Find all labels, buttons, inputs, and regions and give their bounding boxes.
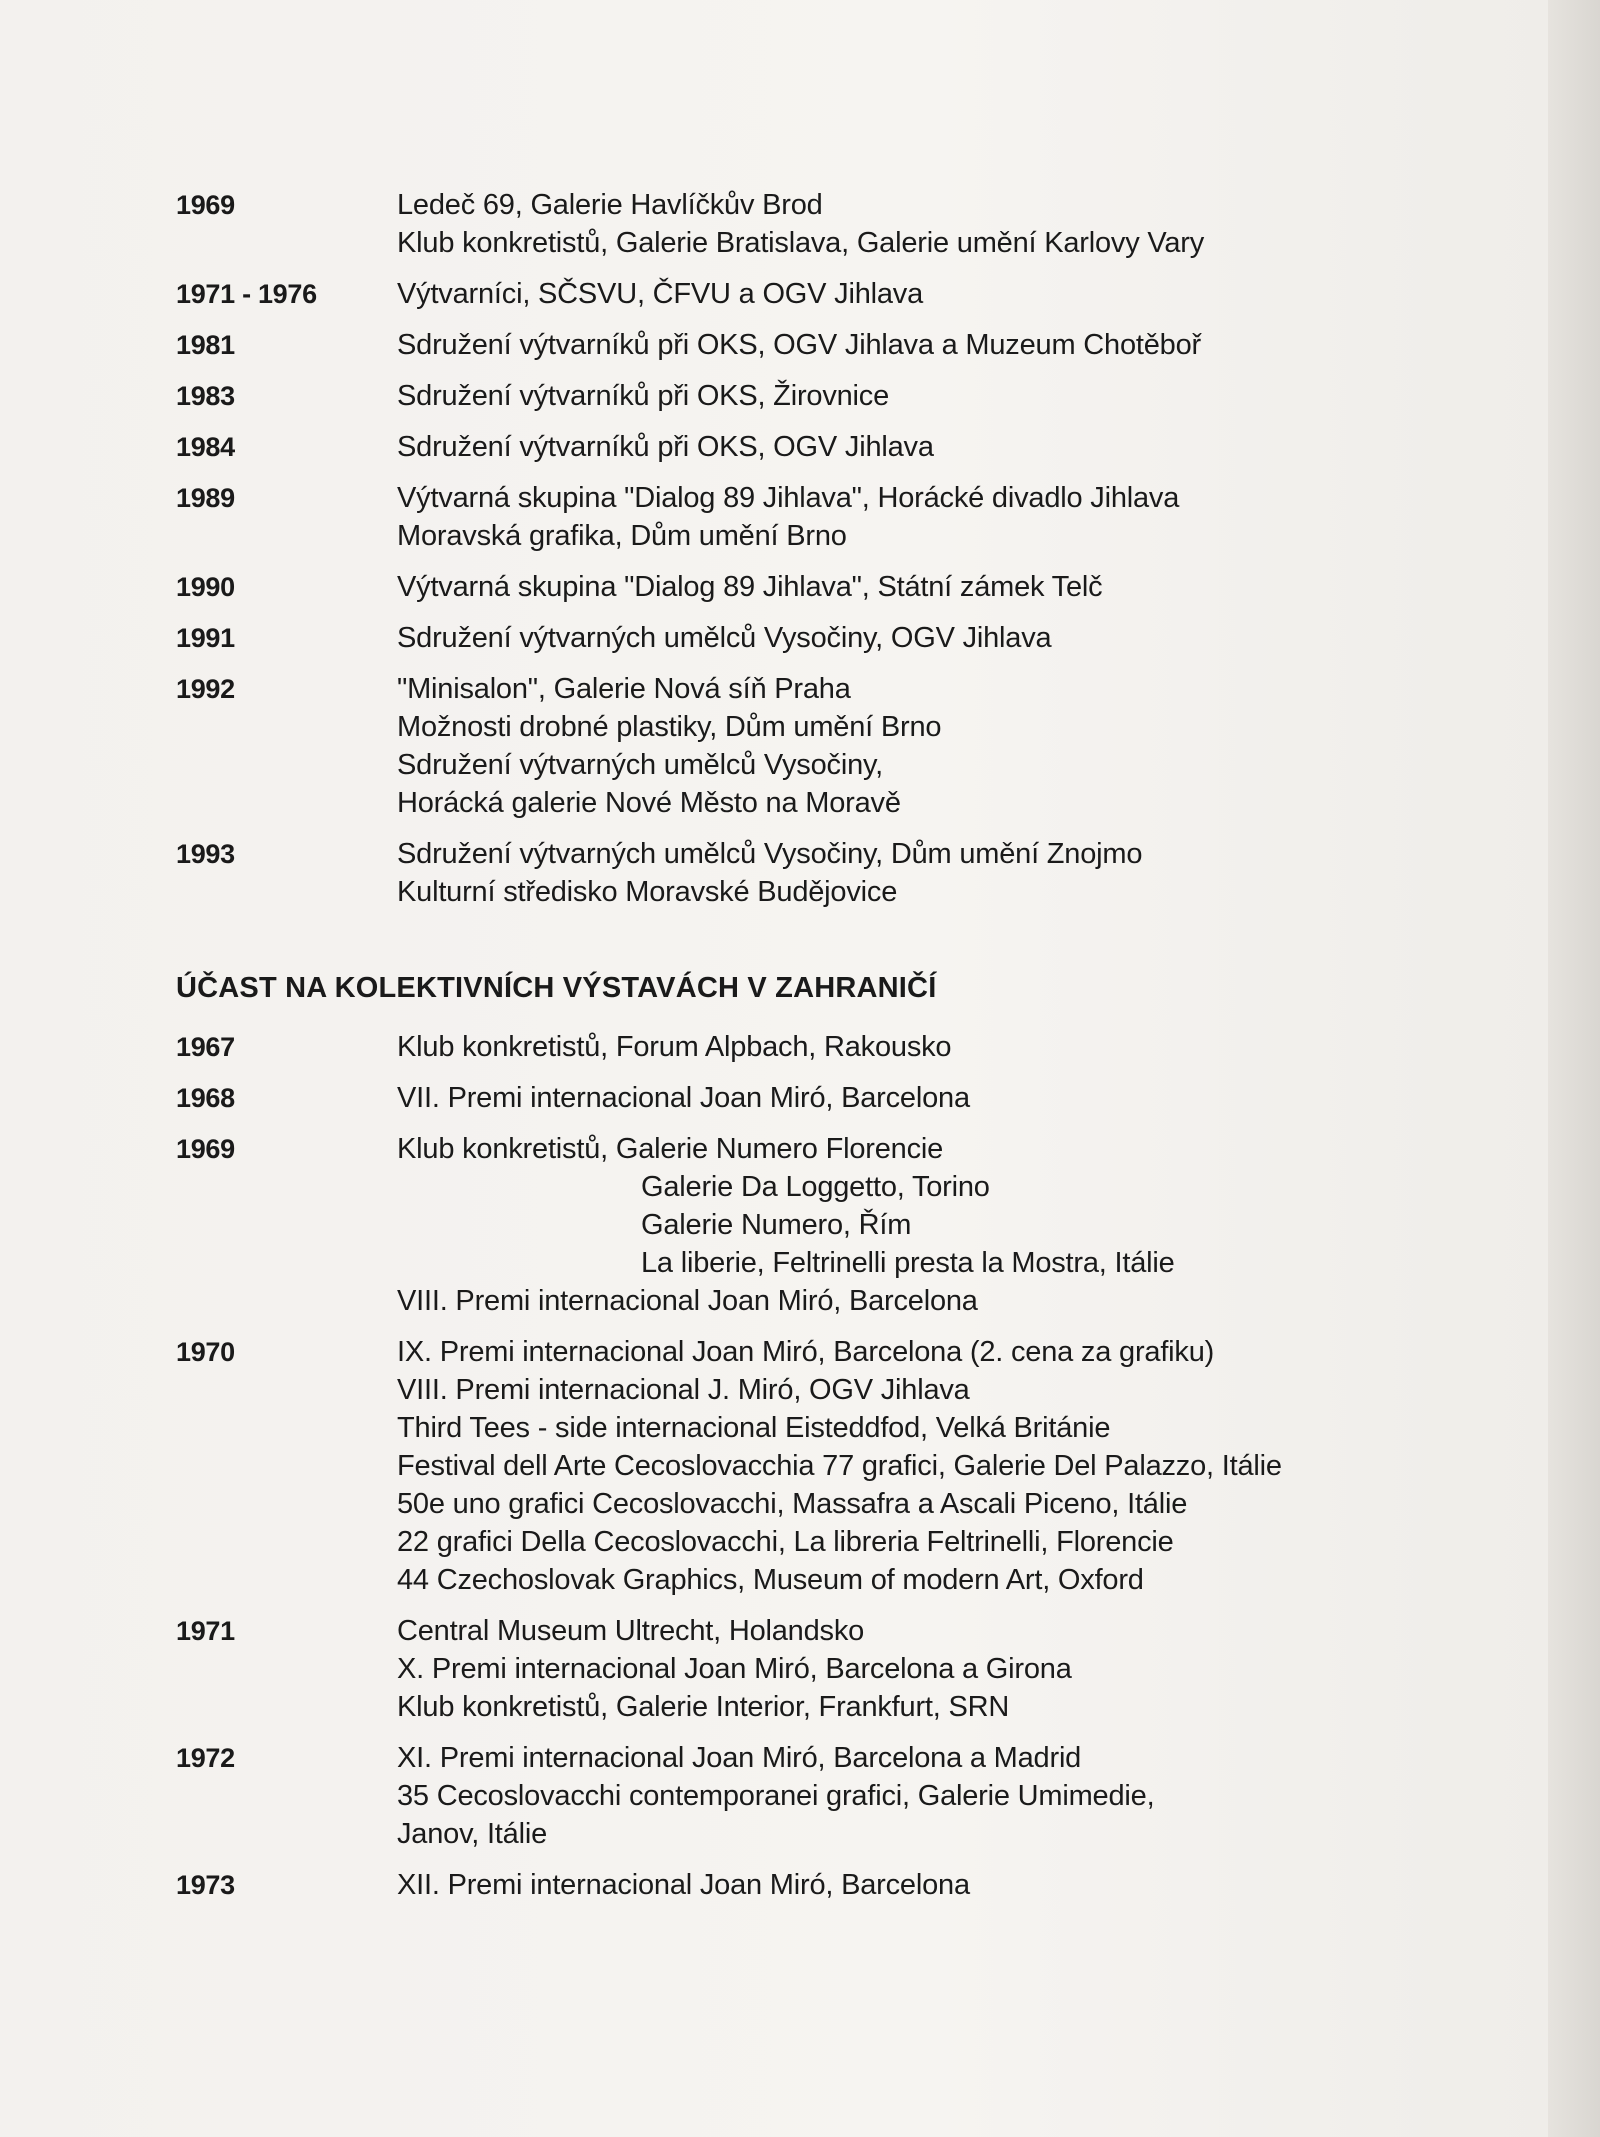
exhibition-entry [176,479,1456,555]
exhibition-list [176,186,1456,1917]
exhibition-line: Kulturní středisko Moravské Budějovice [397,876,898,908]
exhibition-line: Možnosti drobné plastiky, Dům umění Brno [397,711,942,743]
entry-year: 1990 [176,572,235,602]
exhibition-line: Sdružení výtvarných umělců Vysočiny, Dům umění Znojmo [397,838,1143,870]
exhibition-line: Galerie Da Loggetto, Torino [641,1171,990,1203]
exhibition-line: 50e uno grafici Cecoslovacchi, Massafra a Ascali Piceno, Itálie [397,1488,1188,1520]
exhibition-entry [176,670,1456,822]
entry-year: 1971 [176,1616,235,1646]
entry-lines [397,568,1456,606]
exhibition-line: VIII. Premi internacional J. Miró, OGV Jihlava [397,1374,970,1406]
exhibition-entry [176,1866,1456,1904]
entry-year: 1971 - 1976 [176,279,317,309]
exhibition-line: Výtvarná skupina "Dialog 89 Jihlava", Horácké divadlo Jihlava [397,482,1180,514]
exhibition-line: Klub konkretistů, Galerie Numero Florencie [397,1133,944,1165]
entry-lines [397,1333,1456,1599]
entry-lines [397,619,1456,657]
exhibition-line: Central Museum Ultrecht, Holandsko [397,1615,865,1647]
entry-year: 1984 [176,432,235,462]
exhibition-entry [176,1612,1456,1726]
exhibition-line: Klub konkretistů, Galerie Bratislava, Galerie umění Karlovy Vary [397,227,1205,259]
exhibition-line: VIII. Premi internacional Joan Miró, Barcelona [397,1285,978,1317]
exhibition-line: "Minisalon", Galerie Nová síň Praha [397,673,851,705]
exhibition-line: Výtvarníci, SČSVU, ČFVU a OGV Jihlava [397,278,924,310]
entry-year: 1973 [176,1870,235,1900]
exhibition-line: Sdružení výtvarníků při OKS, Žirovnice [397,380,890,412]
exhibition-entry [176,326,1456,364]
exhibition-line: Sdružení výtvarných umělců Vysočiny, OGV Jihlava [397,622,1052,654]
section-heading: ÚČAST NA KOLEKTIVNÍCH VÝSTAVÁCH V ZAHRANIČÍ [176,972,937,1004]
exhibition-line: 44 Czechoslovak Graphics, Museum of modern Art, Oxford [397,1564,1144,1596]
entry-lines [397,1028,1456,1066]
entry-lines [397,1866,1456,1904]
exhibition-entry [176,568,1456,606]
entry-lines [397,1612,1456,1726]
entry-lines [397,186,1456,262]
entry-year: 1991 [176,623,235,653]
domestic-exhibitions-section [176,186,1456,911]
exhibition-line: Sdružení výtvarníků při OKS, OGV Jihlava [397,431,934,463]
entry-lines [397,377,1456,415]
exhibition-line: Ledeč 69, Galerie Havlíčkův Brod [397,189,823,221]
exhibition-entry [176,275,1456,313]
entry-year: 1967 [176,1032,235,1062]
entry-year: 1992 [176,674,235,704]
exhibition-line: 35 Cecoslovacchi contemporanei grafici, Galerie Umimedie, [397,1780,1155,1812]
exhibition-entry [176,428,1456,466]
exhibition-line: Janov, Itálie [397,1818,548,1850]
exhibition-line: Galerie Numero, Řím [641,1209,912,1241]
entry-year: 1989 [176,483,235,513]
exhibition-line: Horácká galerie Nové Město na Moravě [397,787,901,819]
exhibition-line: Moravská grafika, Dům umění Brno [397,520,847,552]
exhibition-entry [176,1333,1456,1599]
exhibition-line: Festival dell Arte Cecoslovacchia 77 grafici, Galerie Del Palazzo, Itálie [397,1450,1282,1482]
exhibition-line: Sdružení výtvarníků při OKS, OGV Jihlava a Muzeum Chotěboř [397,329,1201,361]
entry-year: 1968 [176,1083,235,1113]
exhibition-entry [176,1130,1456,1320]
exhibition-line: XII. Premi internacional Joan Miró, Barcelona [397,1869,970,1901]
exhibition-entry [176,1079,1456,1117]
exhibition-line: X. Premi internacional Joan Miró, Barcelona a Girona [397,1653,1072,1685]
entry-lines [397,326,1456,364]
entry-lines [397,275,1456,313]
entry-lines [397,428,1456,466]
exhibition-entry [176,377,1456,415]
exhibition-line: XI. Premi internacional Joan Miró, Barcelona a Madrid [397,1742,1082,1774]
exhibition-line: Klub konkretistů, Forum Alpbach, Rakousko [397,1031,952,1063]
entry-lines [397,1079,1456,1117]
exhibition-line: VII. Premi internacional Joan Miró, Barcelona [397,1082,970,1114]
entry-year: 1993 [176,839,235,869]
exhibition-line: IX. Premi internacional Joan Miró, Barcelona (2. cena za grafiku) [397,1336,1215,1368]
exhibition-entry [176,1028,1456,1066]
exhibition-entry [176,835,1456,911]
entry-lines [397,479,1456,555]
exhibition-entry [176,1739,1456,1853]
exhibition-line: Výtvarná skupina "Dialog 89 Jihlava", Státní zámek Telč [397,571,1103,603]
exhibition-line: Sdružení výtvarných umělců Vysočiny, [397,749,883,781]
entry-lines [397,835,1456,911]
exhibition-line: 22 grafici Della Cecoslovacchi, La libreria Feltrinelli, Florencie [397,1526,1174,1558]
exhibition-line: Third Tees - side internacional Eisteddfod, Velká Británie [397,1412,1111,1444]
entry-year: 1983 [176,381,235,411]
exhibition-line: La liberie, Feltrinelli presta la Mostra, Itálie [641,1247,1175,1279]
foreign-exhibitions-section [176,969,1456,1904]
exhibition-entry [176,619,1456,657]
entry-year: 1969 [176,1134,235,1164]
entry-year: 1970 [176,1337,235,1367]
entry-lines [397,670,1456,822]
exhibition-entry [176,186,1456,262]
entry-year: 1981 [176,330,235,360]
entry-year: 1972 [176,1743,235,1773]
page-edge [1548,0,1600,2137]
entry-lines [397,1130,1456,1320]
exhibition-line: Klub konkretistů, Galerie Interior, Frankfurt, SRN [397,1691,1010,1723]
entry-year: 1969 [176,190,235,220]
entry-lines [397,1739,1456,1853]
